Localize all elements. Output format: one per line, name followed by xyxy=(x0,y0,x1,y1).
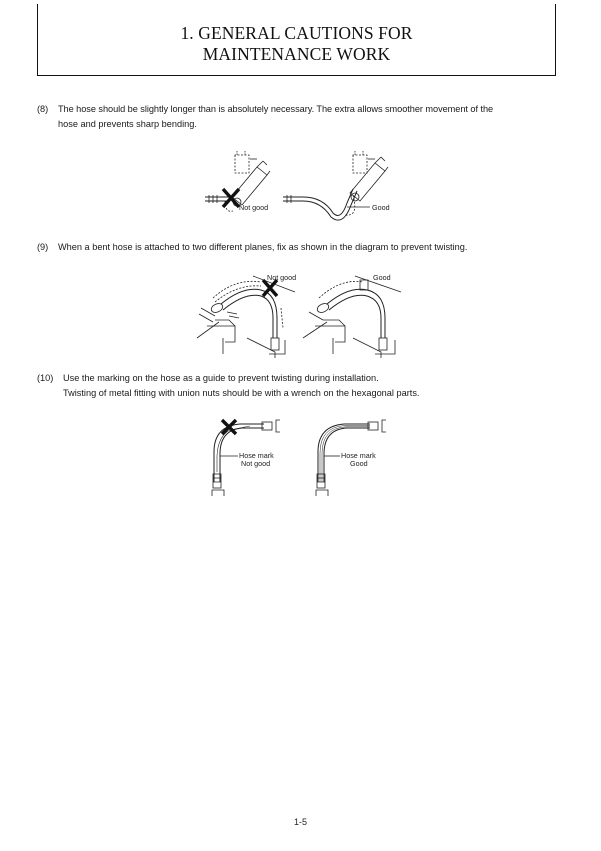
figure-10-good-label: Good xyxy=(350,459,368,468)
figure-9-good xyxy=(303,276,401,358)
item-9-number: (9) xyxy=(37,242,49,252)
figure-8-good-label: Good xyxy=(372,203,390,212)
item-10-number: (10) xyxy=(37,373,54,383)
figure-9-not-good xyxy=(197,276,295,358)
item-8 xyxy=(37,102,562,134)
figure-10-hose-mark xyxy=(200,412,400,502)
figure-9-two-planes xyxy=(195,268,415,363)
section-title-line1: 1. GENERAL CAUTIONS FOR xyxy=(180,23,413,43)
figure-10-not-good-label: Not good xyxy=(241,459,271,468)
figure-9-good-label: Good xyxy=(373,273,391,282)
section-title-line2: MAINTENANCE WORK xyxy=(202,44,391,64)
item-9-line1: When a bent hose is attached to two different planes, fix as shown in the diagram to prevent twisting. xyxy=(58,242,468,252)
figure-10-good-mark-label: Hose mark xyxy=(341,451,376,460)
section-header-box xyxy=(37,4,556,76)
item-10-line1: Use the marking on the hose as a guide to prevent twisting during installation. xyxy=(63,373,379,383)
figure-8-hose-length xyxy=(195,145,415,225)
item-8-number: (8) xyxy=(37,104,49,114)
page-number: 1-5 xyxy=(293,817,307,827)
figure-8-not-good-label: Not good xyxy=(239,203,269,212)
item-10-line2: Twisting of metal fitting with union nuts should be with a wrench on the hexagonal parts. xyxy=(63,388,420,398)
figure-9-not-good-label: Not good xyxy=(267,273,297,282)
figure-10-not-good-mark-label: Hose mark xyxy=(239,451,274,460)
item-9 xyxy=(37,240,562,256)
item-10 xyxy=(37,371,562,403)
item-8-line1: The hose should be slightly longer than is absolutely necessary. The extra allows smoother movement of the xyxy=(58,104,494,114)
item-8-line2: hose and prevents sharp bending. xyxy=(58,119,197,129)
